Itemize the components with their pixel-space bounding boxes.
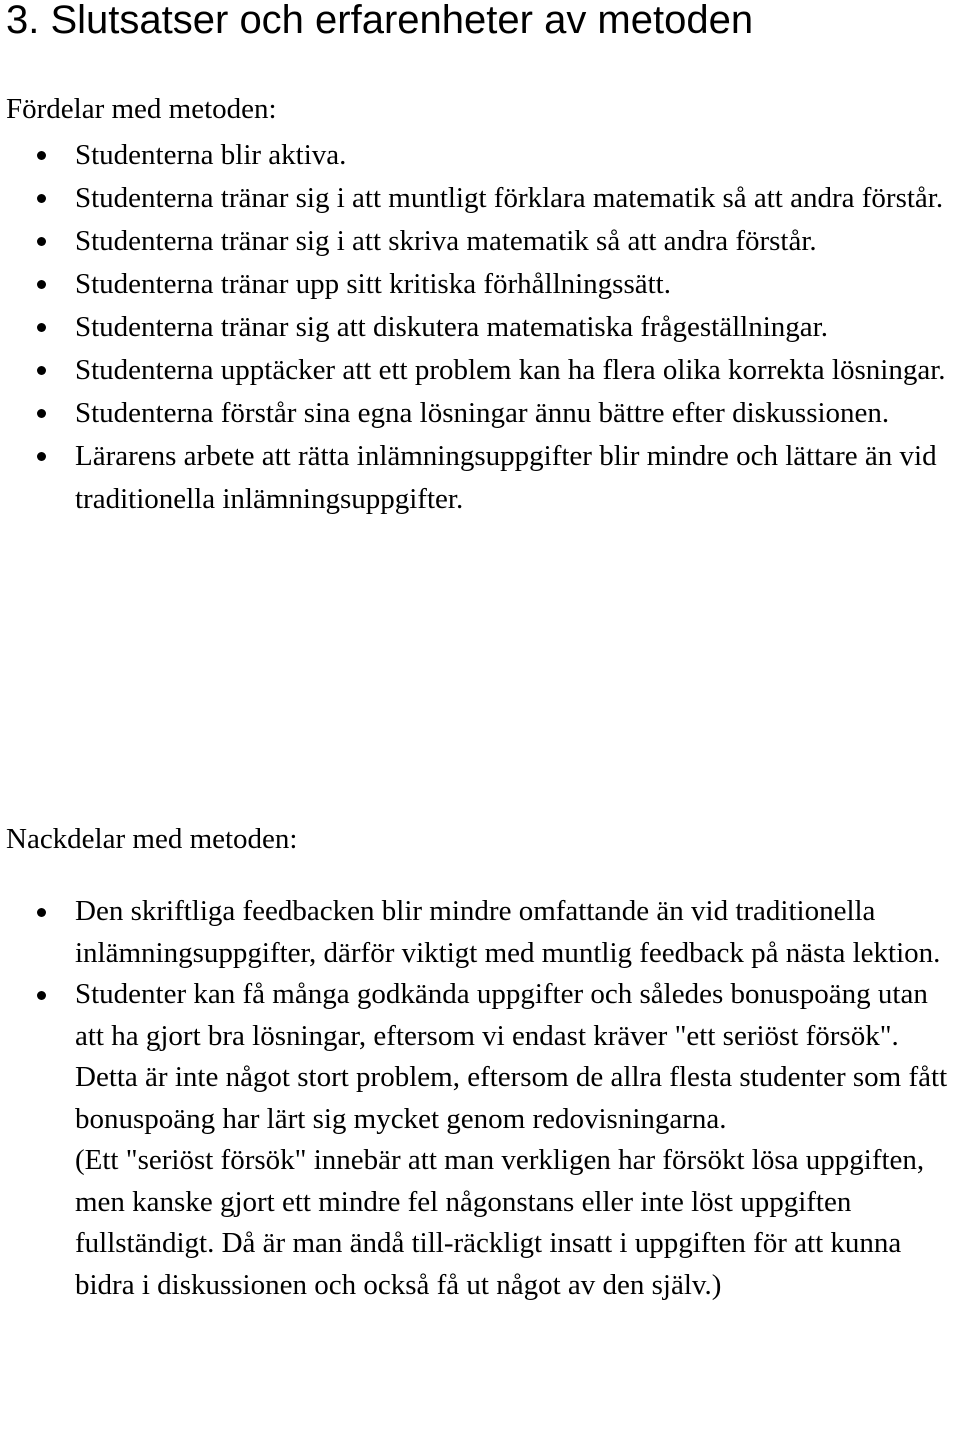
list-item-text: Lärarens arbete att rätta inlämningsuppgifter blir mindre och lättare än vid traditionella inlämningsuppgifter. (75, 440, 937, 515)
pros-list (0, 134, 960, 521)
list-item-text: Studenterna tränar upp sitt kritiska förhållningssätt. (75, 268, 671, 300)
list-item-text: Studenterna förstår sina egna lösningar ännu bättre efter diskussionen. (75, 397, 890, 429)
bullet-icon (37, 452, 46, 461)
list-item (0, 263, 960, 306)
bullet-icon (37, 323, 46, 332)
list-item-text: Studenterna tränar sig att diskutera matematiska frågeställningar. (75, 311, 828, 343)
bullet-icon (37, 237, 46, 246)
list-item-note: (Ett "seriöst försök" innebär att man verkligen har försökt lösa uppgiften, men kanske gjort ett mindre fel någonstans eller inte löst uppgiften fullständigt. Då är man ändå till-räckligt insatt i uppgiften för att kunna bidra i diskussionen och också få ut något av den själv.) (75, 1144, 925, 1301)
bullet-icon (37, 991, 46, 1000)
list-item (0, 349, 960, 392)
bullet-icon (37, 151, 46, 160)
list-item-text: Studenterna tränar sig i att skriva matematik så att andra förstår. (75, 225, 817, 257)
cons-heading: Nackdelar med metoden: (6, 823, 298, 855)
list-item (0, 891, 960, 974)
cons-list (0, 891, 960, 1306)
list-item-text: Studenterna upptäcker att ett problem kan ha flera olika korrekta lösningar. (75, 354, 946, 386)
list-item (0, 306, 960, 349)
list-item-text: Studenterna tränar sig i att muntligt förklara matematik så att andra förstår. (75, 182, 944, 214)
bullet-icon (37, 409, 46, 418)
bullet-icon (37, 366, 46, 375)
pros-heading: Fördelar med metoden: (6, 93, 277, 125)
list-item (0, 974, 960, 1306)
list-item (0, 220, 960, 263)
list-item-text: Studenter kan få många godkända uppgifter och således bonuspoäng utan att ha gjort bra lösningar, eftersom vi endast kräver "ett seriöst försök". Detta är inte något stort problem, eftersom de allra flesta studenter som fått bonuspoäng har lärt sig mycket genom redovisningarna. (75, 978, 948, 1135)
list-item-text: Studenterna blir aktiva. (75, 139, 347, 171)
list-item-text: Den skriftliga feedbacken blir mindre omfattande än vid traditionella inlämningsuppgifter, därför viktigt med muntlig feedback på nästa lektion. (75, 895, 941, 969)
list-item (0, 177, 960, 220)
list-item (0, 392, 960, 435)
list-item (0, 134, 960, 177)
page-title: 3. Slutsatser och erfarenheter av metoden (6, 0, 754, 42)
bullet-icon (37, 908, 46, 917)
bullet-icon (37, 194, 46, 203)
bullet-icon (37, 280, 46, 289)
list-item (0, 435, 960, 521)
